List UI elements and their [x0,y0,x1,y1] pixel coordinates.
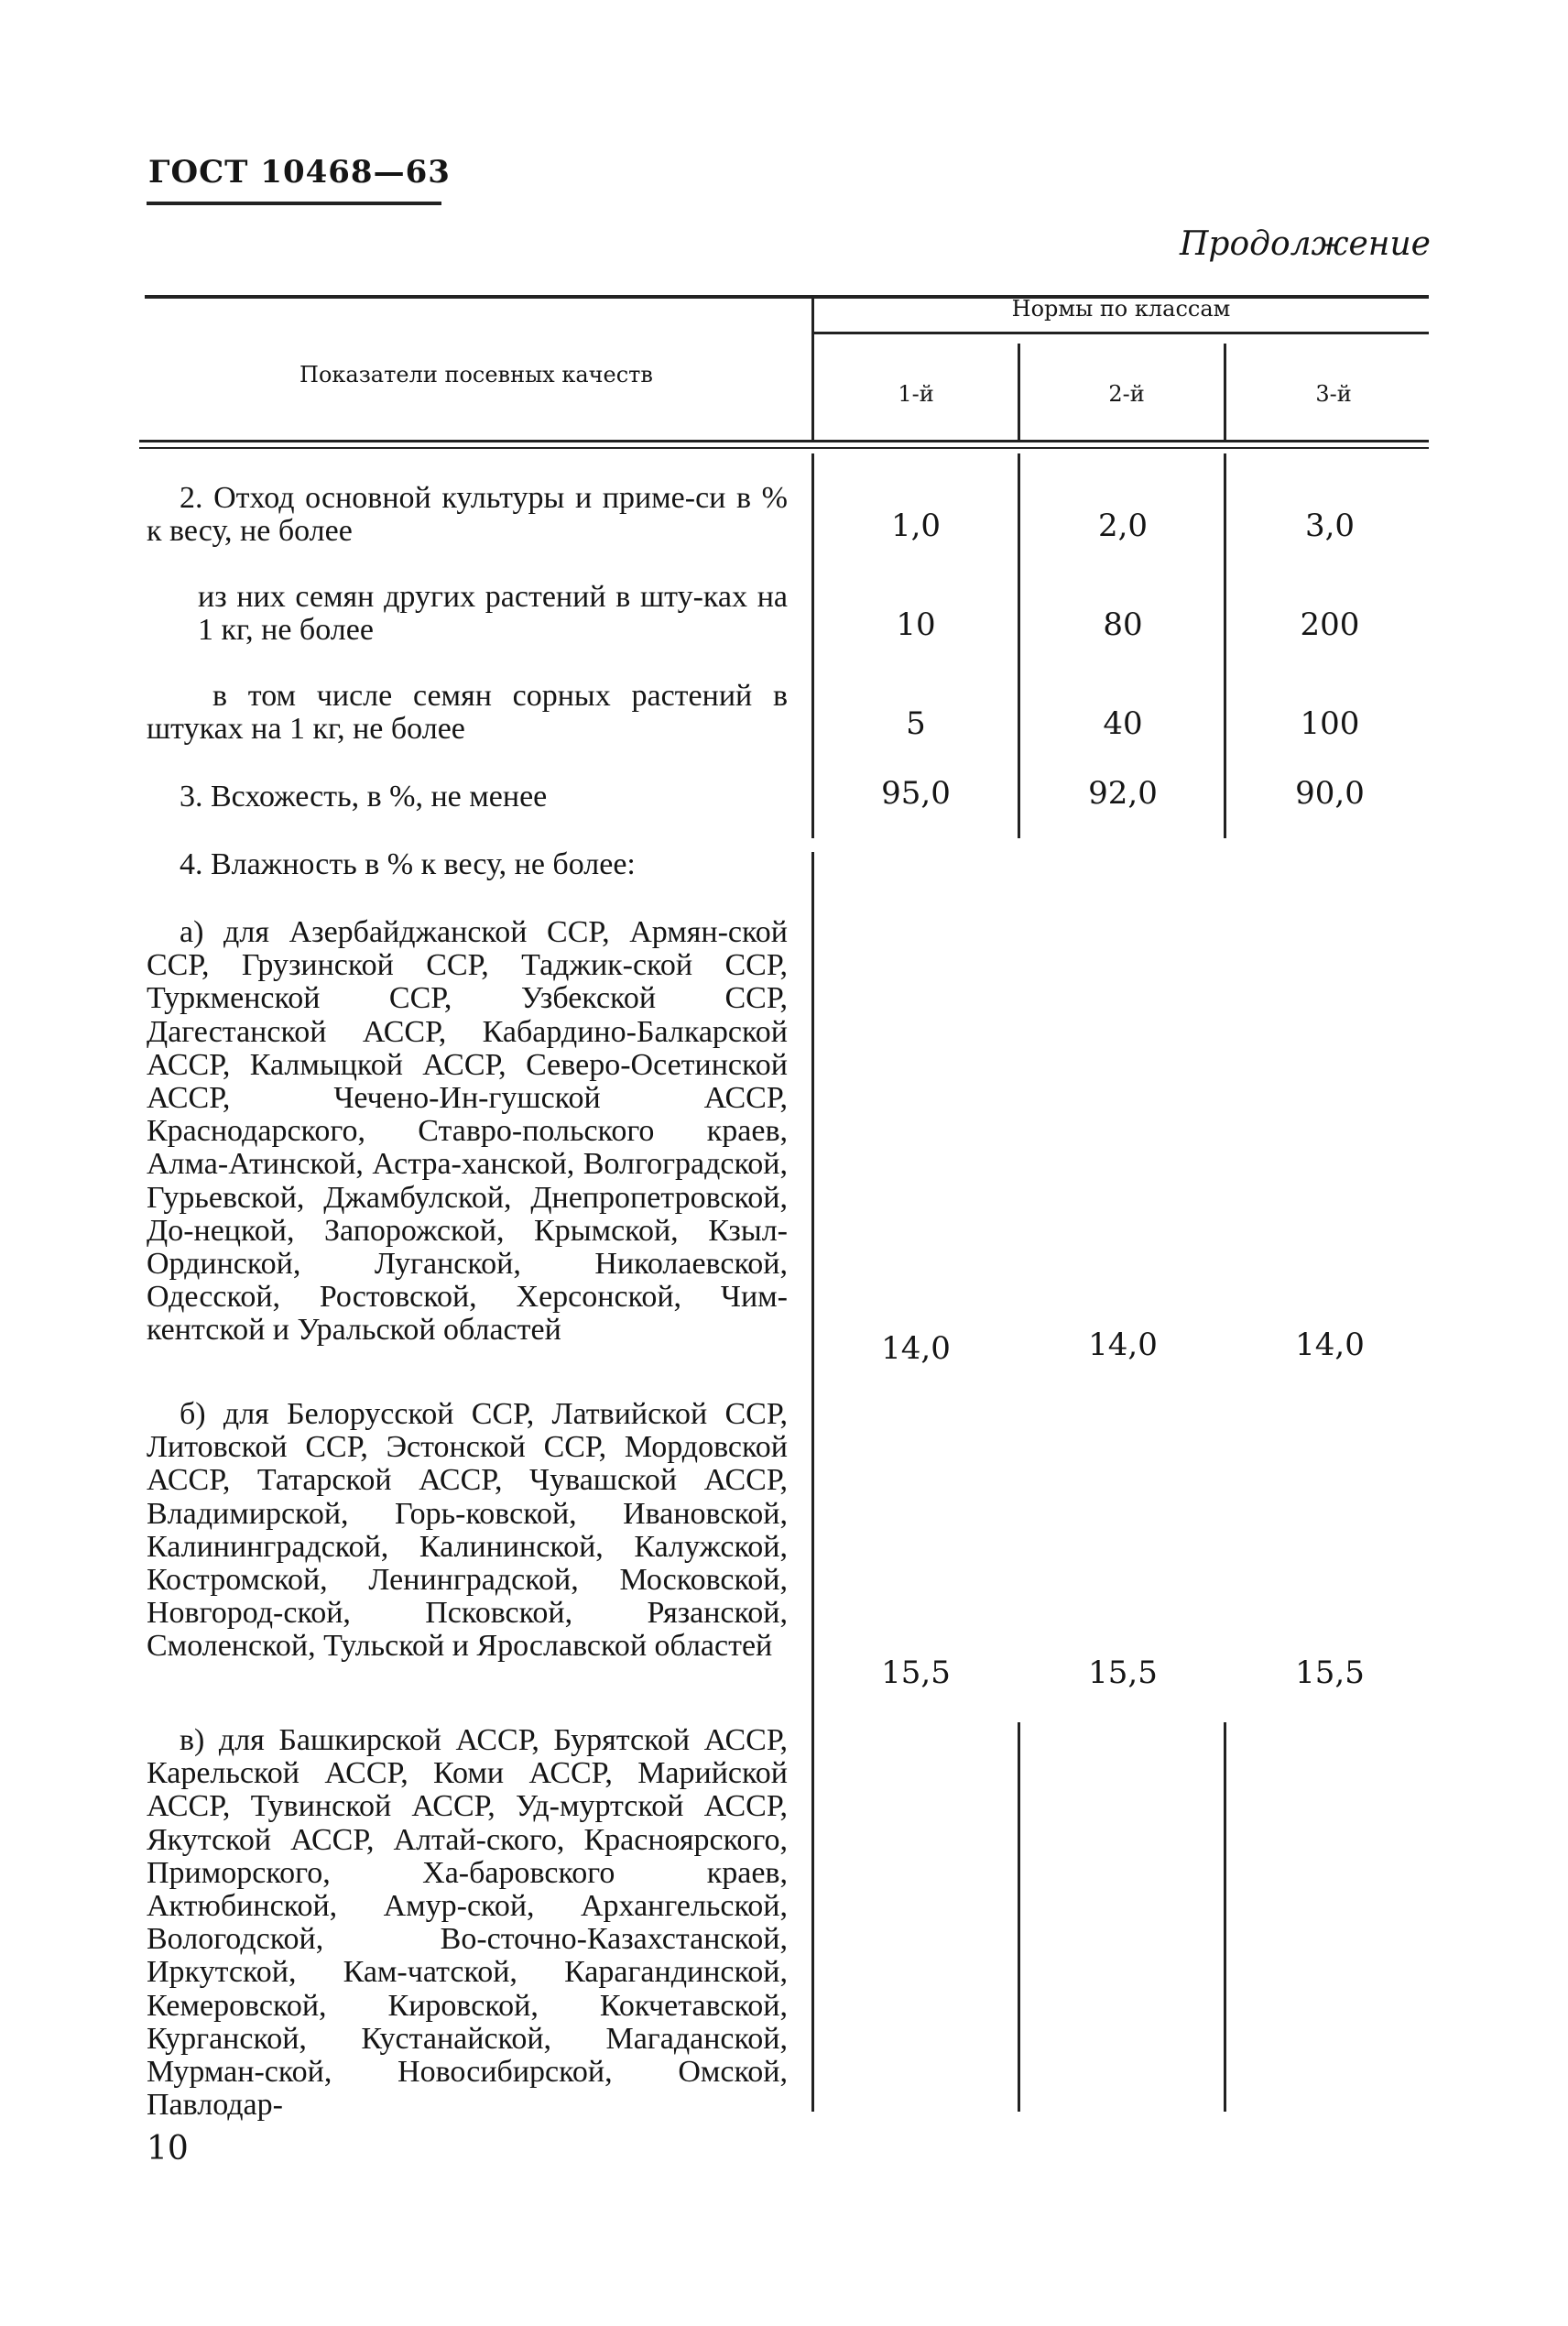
row-other-seeds-class-3: 200 [1300,606,1360,643]
row-weed-seeds-class-1: 5 [906,705,926,742]
row-germination-class-3: 90,0 [1295,775,1365,812]
header-divider-3 [1224,344,1226,440]
body-divider-3b [1224,1722,1226,2112]
row-weed-seeds-class-2: 40 [1103,705,1143,742]
row-label-moisture-b: б) для Белорусской ССР, Латвийской ССР, Литовской ССР, Эстонской ССР, Мордовской АССР, Татарской АССР, Чувашской АССР, Владимирской, Горь-ковской, Ивановской, Калининградской, Калининской, Калужской, Костромской, Ленинградской, Московской, Новгород-ской, Псковской, Рязанской, Смоленской, Тульской и Ярославской областей [147,1397,788,1664]
row-label-moisture: 4. Влажность в % к весу, не более: [180,847,636,881]
body-divider-1b [811,852,814,2112]
row-other-seeds-class-2: 80 [1103,606,1143,643]
row-weed-seeds-class-3: 100 [1300,705,1360,742]
continuation-label: Продолжение [1180,225,1431,263]
page-number: 10 [147,2130,189,2168]
indicator-column-header: Показатели посевных качеств [299,362,653,388]
body-divider-3a [1224,453,1226,838]
header-underline [147,202,441,205]
header-divider-2 [1018,344,1020,440]
body-divider-2a [1018,453,1020,838]
row-label-weed-seeds: в том числе семян сорных растений в штуках на 1 кг, не более [147,679,788,747]
row-label-other-seeds: из них семян других растений в шту-ках на 1 кг, не более [198,580,788,648]
row-waste-class-3: 3,0 [1304,508,1356,544]
row-other-seeds-class-1: 10 [896,606,936,643]
row-label-germination: 3. Всхожесть, в %, не менее [180,780,548,814]
group-header-rule [813,332,1429,334]
class-2-header: 2-й [1108,381,1145,407]
class-1-header: 1-й [898,381,934,407]
row-moisture-a-class-3: 14,0 [1295,1327,1365,1363]
class-3-header: 3-й [1315,381,1352,407]
row-moisture-b-class-1: 15,5 [881,1654,951,1691]
header-divider-1 [811,299,814,440]
row-germination-class-2: 92,0 [1088,775,1158,812]
table-header-rule-1 [139,440,1429,442]
row-moisture-b-class-2: 15,5 [1088,1654,1158,1691]
row-waste-class-2: 2,0 [1097,508,1149,544]
row-moisture-a-class-2: 14,0 [1088,1327,1158,1363]
row-label-moisture-a: а) для Азербайджанской ССР, Армян-ской ССР, Грузинской ССР, Таджик-ской ССР, Туркменской ССР, Узбекской ССР, Дагестанской АССР, Кабардино-Балкарской АССР, Калмыцкой АССР, Северо-Осетинской АССР, Чечено-Ин-гушской АССР, Краснодарского, Ставро-польского краев, Алма-Атинской, Астра-ханской, Волгоградской, Гурьевской, Джамбулской, Днепропетровской, До-нецкой, Запорожской, Крымской, Кзыл-Ординской, Луганской, Николаевской, Одесской, Ростовской, Херсонской, Чим-кентской и Уральской областей [147,915,788,1348]
norms-group-header: Нормы по классам [1011,296,1231,322]
standard-code: ГОСТ 10468—63 [148,154,451,191]
table-header-rule-2 [139,447,1429,449]
row-moisture-b-class-3: 15,5 [1295,1654,1365,1691]
body-divider-2b [1018,1722,1020,2112]
row-label-waste: 2. Отход основной культуры и приме-си в % к весу, не более [147,481,788,549]
row-germination-class-1: 95,0 [881,775,951,812]
row-label-moisture-c: в) для Башкирской АССР, Бурятской АССР, Карельской АССР, Коми АССР, Марийской АССР, Тувинской АССР, Уд-муртской АССР, Якутской АССР, Алтай-ского, Красноярского, Приморского, Ха-баровского краев, Актюбинской, Амур-ской, Архангельской, Вологодской, Во-сточно-Казахстанской, Иркутской, Кам-чатской, Карагандинской, Кемеровской, Кировской, Кокчетавской, Курганской, Кустанайской, Магаданской, Мурман-ской, Новосибирской, Омской, Павлодар- [147,1723,788,2123]
row-moisture-a-class-1: 14,0 [881,1330,951,1367]
row-waste-class-1: 1,0 [890,508,942,544]
body-divider-1a [811,453,814,838]
